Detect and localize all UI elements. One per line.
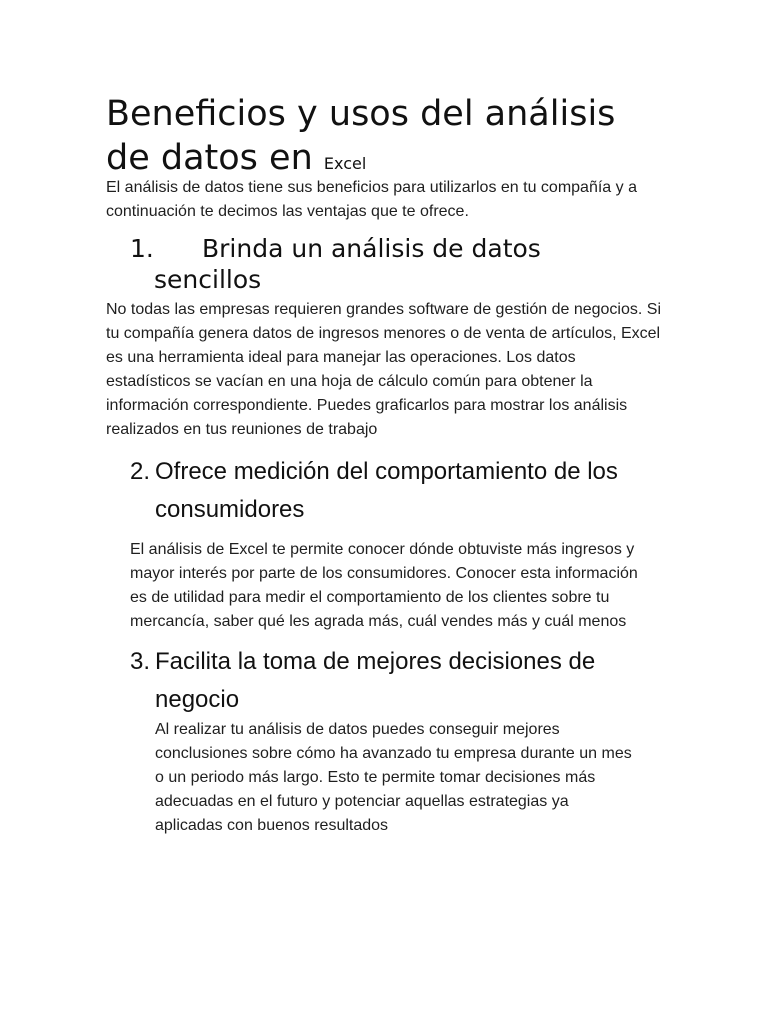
- section-1-number: 1.: [130, 234, 154, 263]
- intro-paragraph: El análisis de datos tiene sus beneficios para utilizarlos en tu compañía y a continuación te decimos las ventajas que te ofrece.: [106, 179, 637, 220]
- section-3-heading: [130, 643, 650, 719]
- section-3-heading-text: Facilita la toma de mejores decisiones de negocio: [155, 648, 596, 713]
- section-1-heading-line1: Brinda un análisis de datos: [202, 234, 541, 263]
- section-3-number: 3.: [130, 648, 151, 675]
- section-2-number: 2.: [130, 458, 151, 485]
- title-small-text: Excel: [323, 154, 367, 173]
- document-title: [106, 92, 666, 180]
- section-2-paragraph: El análisis de Excel te permite conocer dónde obtuviste más ingresos y mayor interés por parte de los consumidores. Conocer esta información es de utilidad para medir el comportamiento de los clientes sobre tu mercancía, saber qué les agrada más, cuál vendes más y cuál menos: [130, 541, 638, 630]
- section-1-heading-line2: sencillos: [154, 265, 262, 294]
- title-main-text: Beneficios y usos del análisis de datos en: [106, 94, 616, 178]
- section-3-paragraph: Al realizar tu análisis de datos puedes conseguir mejores conclusiones sobre cómo ha avanzado tu empresa durante un mes o un periodo más largo. Esto te permite tomar decisiones más adecuadas en el futuro y potenciar aquellas estrategias ya aplicadas con buenos resultados: [155, 721, 632, 834]
- section-2-heading-text: Ofrece medición del comportamiento de los consumidores: [155, 458, 618, 523]
- section-1-heading: [130, 233, 650, 295]
- section-1-paragraph: No todas las empresas requieren grandes software de gestión de negocios. Si tu compañía genera datos de ingresos menores o de venta de artículos, Excel es una herramienta ideal para manejar las operaciones. Los datos estadísticos se vacían en una hoja de cálculo común para obtener la información correspondiente. Puedes graficarlos para mostrar los análisis realizados en tus reuniones de trabajo: [106, 301, 661, 438]
- section-2-heading: [130, 453, 650, 529]
